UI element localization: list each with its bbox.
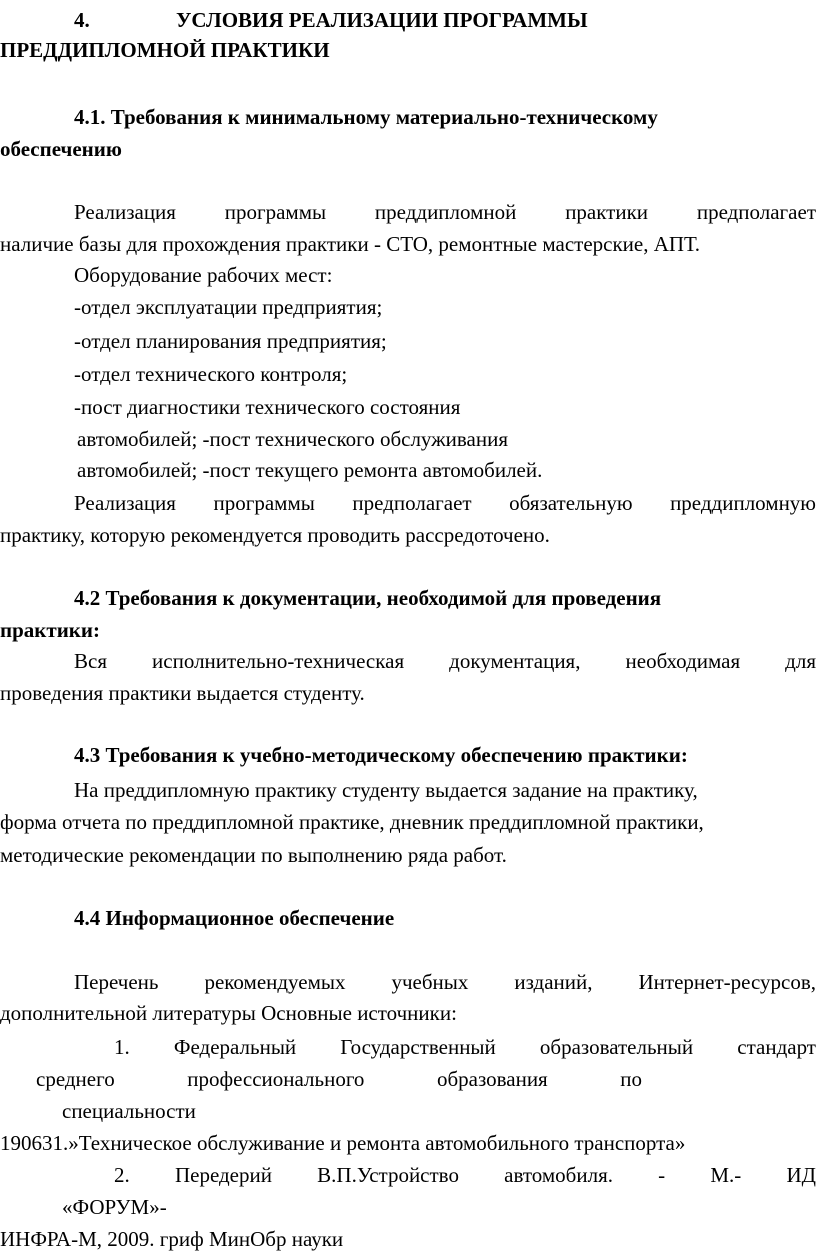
- source-2: 2. Передерий В.П.Устройство автомобиля. - М.- ИД: [114, 1163, 816, 1187]
- paragraph-line: практику, которую рекомендуется проводить рассредоточено.: [0, 523, 550, 547]
- list-item: -отдел технического контроля;: [74, 362, 348, 386]
- section-title-continued: ПРЕДДИПЛОМНОЙ ПРАКТИКИ: [0, 38, 330, 62]
- source-1-line: специальности: [62, 1099, 196, 1123]
- subsection-4-1-heading-continued: обеспечению: [0, 137, 122, 161]
- paragraph-line: форма отчета по преддипломной практике, дневник преддипломной практики,: [0, 810, 704, 834]
- paragraph-line: На преддипломную практику студенту выдается задание на практику,: [74, 778, 698, 802]
- source-2-line: «ФОРУМ»-: [62, 1195, 167, 1219]
- subsection-4-2-heading-continued: практики:: [0, 618, 100, 642]
- paragraph-line: методические рекомендации по выполнению ряда работ.: [0, 843, 507, 867]
- source-1-line: среднего профессионального образования по: [36, 1067, 642, 1091]
- source-2-line: ИНФРА-М, 2009. гриф МинОбр науки: [0, 1227, 344, 1251]
- paragraph-line: Вся исполнительно-техническая документация, необходимая для: [74, 649, 816, 673]
- paragraph-line: проведения практики выдается студенту.: [0, 681, 365, 705]
- section-number: 4.: [74, 8, 90, 32]
- subsection-4-1-heading: 4.1. Требования к минимальному материально-техническому: [74, 105, 658, 129]
- paragraph-line: дополнительной литературы Основные источники:: [0, 1001, 457, 1025]
- list-item: автомобилей; -пост технического обслуживания: [77, 427, 509, 451]
- paragraph-line: Реализация программы преддипломной практики предполагает: [74, 200, 816, 224]
- paragraph-line: Реализация программы предполагает обязательную преддипломную: [74, 491, 816, 515]
- list-item: -отдел эксплуатации предприятия;: [74, 295, 383, 319]
- paragraph-line: Перечень рекомендуемых учебных изданий, Интернет-ресурсов,: [74, 970, 816, 994]
- section-title: УСЛОВИЯ РЕАЛИЗАЦИИ ПРОГРАММЫ: [176, 8, 588, 32]
- subsection-4-4-heading: 4.4 Информационное обеспечение: [74, 906, 395, 930]
- list-item: -отдел планирования предприятия;: [74, 329, 387, 353]
- paragraph-line: наличие базы для прохождения практики - СТО, ремонтные мастерские, АПТ.: [0, 232, 701, 256]
- source-1: 1. Федеральный Государственный образовательный стандарт: [114, 1035, 816, 1059]
- list-item: -пост диагностики технического состояния: [74, 395, 461, 419]
- source-1-line: 190631.»Техническое обслуживание и ремонта автомобильного транспорта»: [0, 1131, 686, 1155]
- subsection-4-3-heading: 4.3 Требования к учебно-методическому обеспечению практики:: [74, 743, 688, 767]
- equipment-label: Оборудование рабочих мест:: [74, 263, 333, 287]
- list-item: автомобилей; -пост текущего ремонта автомобилей.: [77, 458, 543, 482]
- subsection-4-2-heading: 4.2 Требования к документации, необходимой для проведения: [74, 586, 662, 610]
